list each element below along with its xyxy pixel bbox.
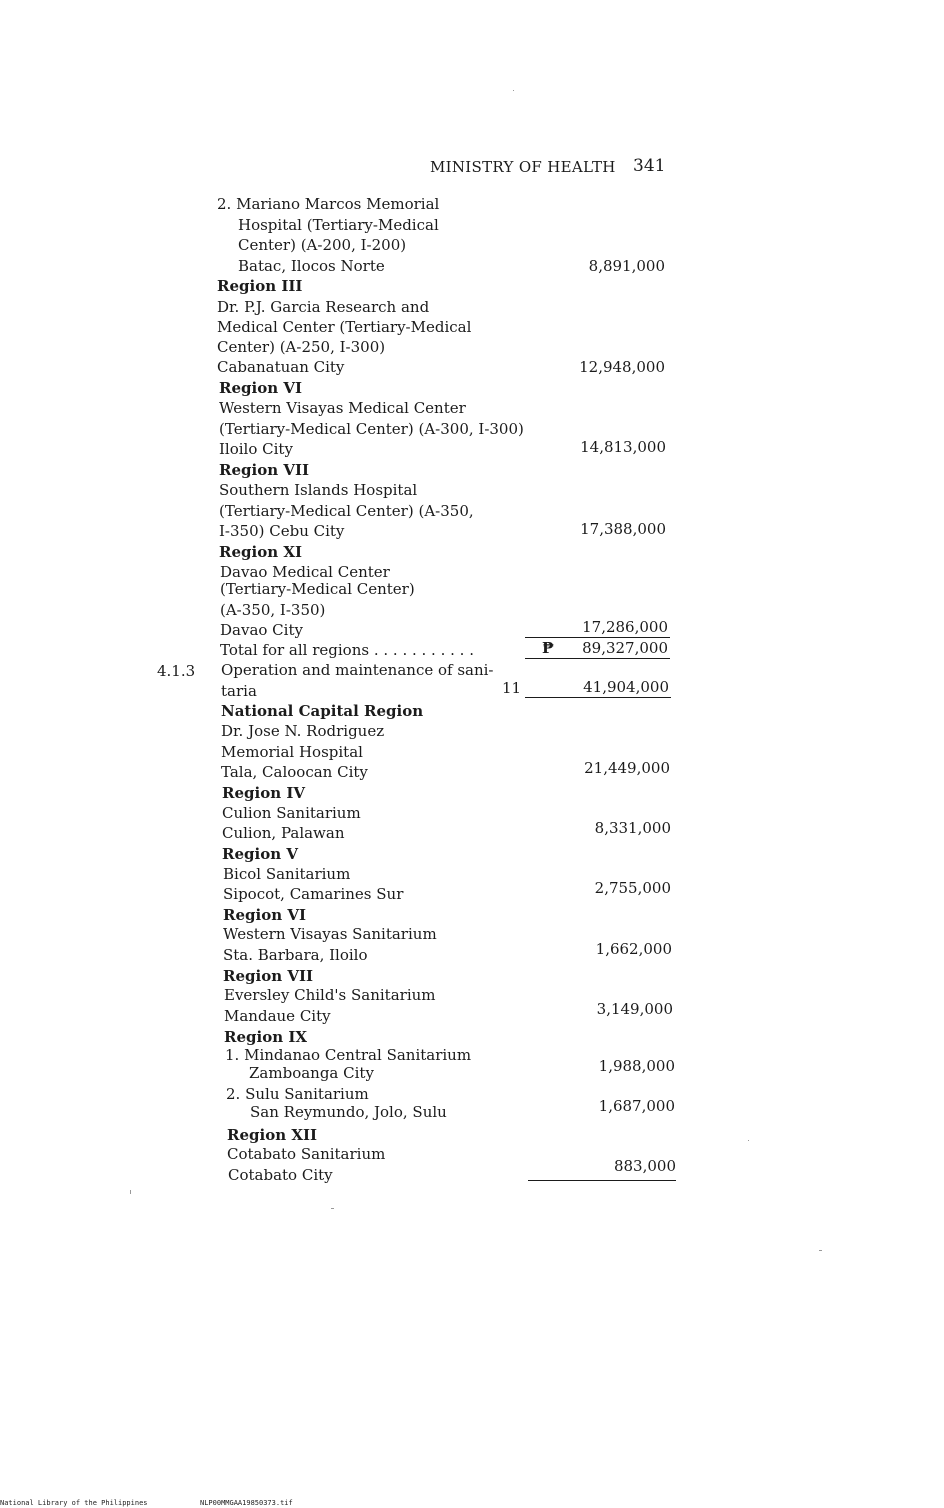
- entry-line: (Tertiary-Medical Center) (A-350,: [219, 502, 474, 520]
- amount: 14,813,000: [580, 438, 666, 456]
- entry-line: (A-350, I-350): [220, 601, 326, 619]
- section-number: 4.1.3: [157, 662, 196, 680]
- entry-line: Davao Medical Center: [220, 563, 390, 581]
- entry-line: Cabanatuan City: [217, 358, 345, 376]
- amount: 8,891,000: [588, 257, 665, 275]
- entry-line: Zamboanga City: [249, 1064, 374, 1082]
- section-title: Operation and maintenance of sani-: [221, 661, 494, 679]
- entry-line: 2. Mariano Marcos Memorial: [217, 195, 440, 213]
- entry-line: Dr. P.J. Garcia Research and: [217, 298, 430, 316]
- entry-line: 1. Mindanao Central Sanitarium: [225, 1046, 472, 1064]
- footer-file: NLP00MMGAA19850373.tif: [200, 1499, 293, 1507]
- amount: 21,449,000: [584, 759, 670, 777]
- footer-library: National Library of the Philippines: [0, 1499, 148, 1507]
- entry-line: 2. Sulu Sanitarium: [226, 1085, 369, 1103]
- entry-line: Cotabato Sanitarium: [227, 1145, 386, 1163]
- amount: 1,988,000: [598, 1057, 675, 1075]
- amount: 8,331,000: [594, 819, 671, 837]
- region-heading: Region VI: [219, 379, 302, 397]
- entry-line: Western Visayas Sanitarium: [223, 925, 437, 943]
- entry-line: Eversley Child's Sanitarium: [224, 986, 436, 1004]
- amount: 1,687,000: [598, 1097, 675, 1115]
- running-header: MINISTRY OF HEALTH: [430, 158, 616, 176]
- entry-line: Hospital (Tertiary-Medical: [238, 216, 439, 234]
- entry-line: Cotabato City: [228, 1166, 333, 1184]
- region-heading: Region XII: [227, 1126, 317, 1144]
- region-heading: Region V: [222, 845, 298, 863]
- region-heading: Region VI: [223, 906, 306, 924]
- entry-line: Culion Sanitarium: [222, 804, 361, 822]
- entry-line: Southern Islands Hospital: [219, 481, 418, 499]
- entry-line: I-350) Cebu City: [219, 522, 345, 540]
- region-heading: Region IX: [224, 1028, 307, 1046]
- entry-line: Mandaue City: [224, 1007, 331, 1025]
- entry-line: Iloilo City: [219, 440, 293, 458]
- amount: 883,000: [613, 1157, 676, 1175]
- entry-line: Center) (A-200, I-200): [238, 236, 407, 254]
- amount: 17,388,000: [580, 520, 666, 538]
- amount: 12,948,000: [579, 358, 665, 376]
- region-heading: Region VII: [223, 967, 313, 985]
- entry-line: Western Visayas Medical Center: [219, 399, 466, 417]
- entry-line: Medical Center (Tertiary-Medical: [217, 318, 472, 336]
- region-heading: Region XI: [219, 543, 302, 561]
- entry-line: San Reymundo, Jolo, Sulu: [250, 1103, 447, 1121]
- region-heading: National Capital Region: [221, 702, 424, 720]
- region-heading: Region VII: [219, 461, 309, 479]
- entry-line: Davao City: [220, 621, 303, 639]
- page-number: 341: [633, 156, 666, 176]
- amount: 2,755,000: [594, 879, 671, 897]
- amount: 3,149,000: [596, 1000, 673, 1018]
- entry-line: (Tertiary-Medical Center): [220, 580, 415, 598]
- peso-sign: ₱: [542, 639, 554, 657]
- entry-line: Center) (A-250, I-300): [217, 338, 386, 356]
- entry-line: Tala, Caloocan City: [221, 763, 368, 781]
- subtotal-rule: [525, 637, 670, 638]
- entry-line: Batac, Ilocos Norte: [238, 257, 385, 275]
- entry-line: Sipocot, Camarines Sur: [223, 885, 404, 903]
- section-code: 11: [502, 679, 522, 697]
- amount: 17,286,000: [582, 618, 668, 636]
- section-title: taria: [221, 682, 257, 700]
- section-amount: 41,904,000: [583, 678, 669, 696]
- entry-line: (Tertiary-Medical Center) (A-300, I-300): [219, 420, 524, 438]
- entry-line: Memorial Hospital: [221, 743, 363, 761]
- total-amount: 89,327,000: [582, 639, 668, 657]
- entry-line: Dr. Jose N. Rodriguez: [221, 722, 385, 740]
- entry-line: Culion, Palawan: [222, 824, 345, 842]
- total-label: Total for all regions . . . . . . . . . . .: [220, 641, 474, 659]
- entry-line: Bicol Sanitarium: [223, 865, 351, 883]
- entry-line: Sta. Barbara, Iloilo: [223, 946, 368, 964]
- total-rule: [525, 658, 670, 659]
- region-heading: Region III: [217, 277, 303, 295]
- section-rule: [525, 697, 671, 698]
- final-rule: [528, 1180, 676, 1181]
- region-heading: Region IV: [222, 784, 305, 802]
- amount: 1,662,000: [595, 940, 672, 958]
